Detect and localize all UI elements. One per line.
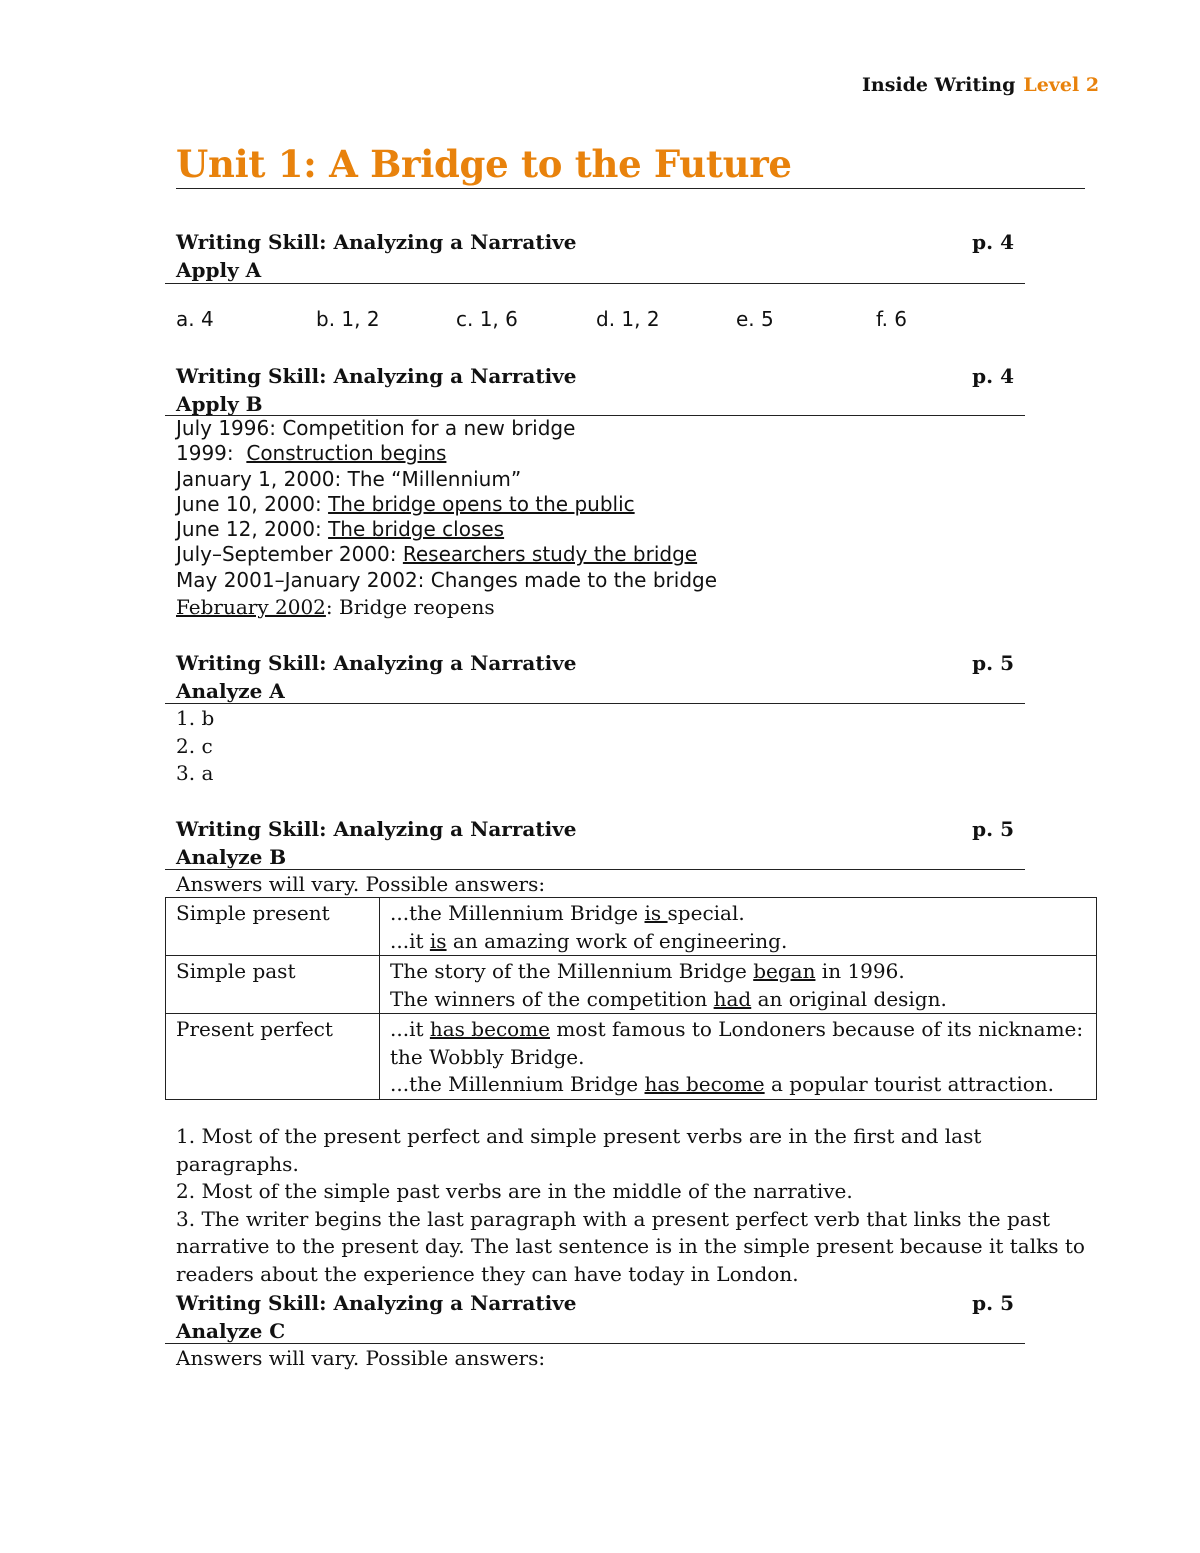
note-item: 1. Most of the present perfect and simple present verbs are in the first and last paragraphs.	[176, 1124, 982, 1176]
table-row	[166, 898, 1097, 956]
timeline-item: July 1996: Competition for a new bridge	[176, 416, 576, 440]
section-rule	[165, 703, 1025, 704]
timeline-item: 1999: Construction begins	[176, 441, 447, 466]
running-header	[862, 74, 1099, 96]
section-rule	[165, 283, 1025, 284]
examples-cell	[380, 898, 1097, 956]
answer-item: e. 5	[736, 307, 774, 331]
section-heading-analyze-a	[176, 649, 1014, 705]
exercise-label: Analyze B	[176, 845, 287, 869]
skill-title: Writing Skill: Analyzing a Narrative	[176, 364, 577, 388]
timeline-item: January 1, 2000: The “Millennium”	[176, 466, 522, 491]
level-label: Level 2	[1023, 74, 1100, 96]
tense-cell: Present perfect	[166, 1014, 380, 1100]
example-sentence: ...it is an amazing work of engineering.	[390, 928, 788, 953]
timeline-item: February 2002: Bridge reopens	[176, 595, 495, 620]
skill-title: Writing Skill: Analyzing a Narrative	[176, 817, 577, 841]
skill-title: Writing Skill: Analyzing a Narrative	[176, 1291, 577, 1315]
exercise-label: Analyze A	[176, 679, 285, 703]
answer-item: a. 4	[176, 307, 214, 331]
apply-a-answers	[176, 307, 1016, 331]
apply-b-timeline	[176, 416, 717, 620]
unit-title: Unit 1: A Bridge to the Future	[176, 142, 792, 186]
answer-item: b. 1, 2	[316, 307, 380, 331]
examples-cell	[380, 956, 1097, 1014]
timeline-item: June 12, 2000: The bridge closes	[176, 517, 505, 542]
tense-cell: Simple past	[166, 956, 380, 1014]
section-rule	[165, 869, 1025, 870]
exercise-label: Analyze C	[176, 1319, 286, 1343]
page-ref: p. 5	[972, 651, 1014, 675]
page-ref: p. 5	[972, 1291, 1014, 1315]
answer-item: 2. c	[176, 733, 213, 758]
analyze-b-intro: Answers will vary. Possible answers:	[176, 872, 546, 896]
table-row	[166, 1014, 1097, 1100]
tense-cell: Simple present	[166, 898, 380, 956]
answer-item: 1. b	[176, 706, 215, 730]
section-heading-apply-a	[176, 228, 1014, 284]
timeline-item: May 2001–January 2002: Changes made to the bridge	[176, 567, 718, 592]
page-ref: p. 5	[972, 817, 1014, 841]
series-title: Inside Writing	[862, 74, 1016, 96]
exercise-label: Apply A	[176, 258, 262, 282]
section-heading-analyze-c	[176, 1289, 1014, 1345]
example-sentence: ...the Millennium Bridge has become a popular tourist attraction.	[390, 1072, 1054, 1096]
skill-title: Writing Skill: Analyzing a Narrative	[176, 651, 577, 675]
answer-item: f. 6	[876, 307, 908, 331]
section-rule	[165, 1343, 1025, 1344]
analyze-a-answers	[176, 705, 214, 788]
example-sentence: The winners of the competition had an original design.	[390, 986, 947, 1011]
analyze-c-intro: Answers will vary. Possible answers:	[176, 1346, 546, 1370]
skill-title: Writing Skill: Analyzing a Narrative	[176, 230, 577, 254]
answer-item: 3. a	[176, 761, 214, 785]
example-sentence: ...it has become most famous to Londoners because of its nickname: the Wobbly Bridge.	[390, 1017, 1084, 1069]
exercise-label: Apply B	[176, 392, 263, 416]
answer-item: d. 1, 2	[596, 307, 660, 331]
verb-tense-table	[165, 897, 1097, 1100]
page-ref: p. 4	[972, 230, 1014, 254]
section-heading-analyze-b	[176, 815, 1014, 871]
page-ref: p. 4	[972, 364, 1014, 388]
example-sentence: ...the Millennium Bridge is special.	[390, 901, 745, 925]
timeline-item: July–September 2000: Researchers study the bridge	[176, 542, 698, 567]
example-sentence: The story of the Millennium Bridge began in 1996.	[390, 959, 905, 983]
examples-cell	[380, 1014, 1097, 1100]
section-heading-apply-b	[176, 362, 1014, 418]
title-rule	[176, 188, 1085, 189]
note-item: 3. The writer begins the last paragraph with a present perfect verb that links the past narrative to the present day. The last sentence is in the simple present because it talks to readers about the experience they can have today in London.	[176, 1206, 1085, 1286]
answer-item: c. 1, 6	[456, 307, 518, 331]
table-row	[166, 956, 1097, 1014]
note-item: 2. Most of the simple past verbs are in the middle of the narrative.	[176, 1179, 853, 1203]
timeline-item: June 10, 2000: The bridge opens to the public	[176, 491, 635, 516]
analyze-b-notes	[176, 1123, 1096, 1288]
